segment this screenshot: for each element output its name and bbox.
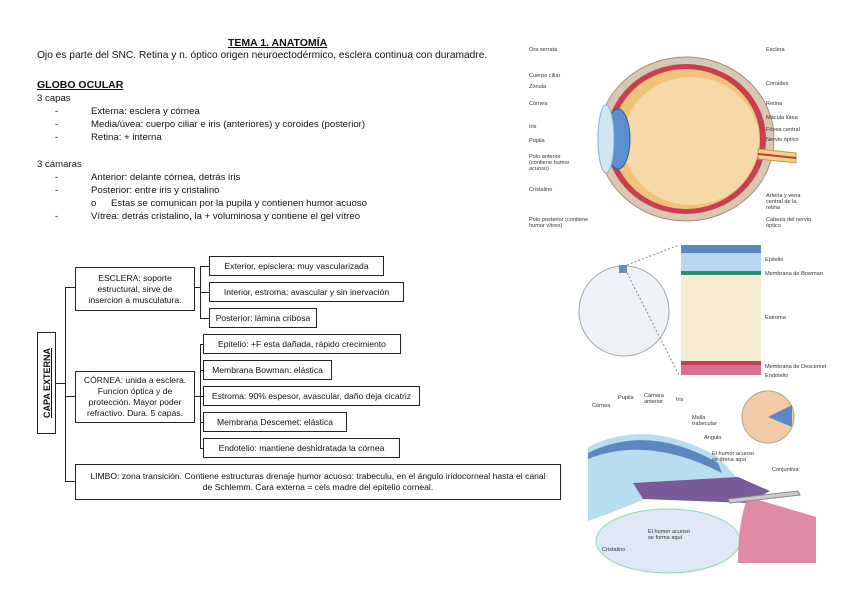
anterior-chamber-illustration	[588, 387, 816, 563]
anterior-chamber-figure: Córnea Pupila Cámara anterior Iris Malla trabecular Ángulo El humor acuoso se drena aquí Conjuntiva El humor acuoso se forma aquí Cristalino	[587, 386, 817, 564]
estroma-esclera-box: Interior, estroma: avascular y sin inervación	[209, 282, 404, 302]
limbo-box: LIMBO: zona transición. Contiene estructuras drenaje humor acuoso: trabeculu, en el ángulo iridocorneal hasta el canal de Schlemm. Cara externa = cels madre del epitelio corneal.	[75, 464, 561, 500]
episclera-box: Exterior, episclera: muy vascularizada	[209, 256, 384, 276]
cornea-layers-figure: Epitelio Membrana de Bowman Estroma Membrana de Descemet Endotelio	[578, 240, 816, 392]
camara-item: - Anterior: delante córnea, detrás iris	[55, 172, 241, 183]
bowman-box: Membrana Bowman: elástica	[203, 360, 332, 380]
capas-title: 3 capas	[37, 93, 71, 104]
globo-heading: GLOBO OCULAR	[37, 79, 124, 91]
capa-item: - Media/úvea: cuerpo ciliar e iris (anteriores) y coroides (posterior)	[55, 119, 366, 130]
descemet-box: Membrana Descemet: elástica	[203, 412, 347, 432]
camara-item: - Vítrea: detrás cristalino, la + voluminosa y contiene el gel vítreo	[55, 211, 361, 222]
camara-item: - Posterior: entre iris y cristalino	[55, 185, 220, 196]
intro-text: Ojo es parte del SNC. Retina y n. óptico origen neuroectodérmico, esclera continua con duramadre.	[37, 50, 488, 61]
endotelio-box: Endotelio: mantiene deshidratada la córnea	[203, 438, 400, 458]
lamina-cribosa-box: Posterior: lámina cribosa	[209, 308, 317, 328]
eye-cross-section-figure: Ora serrata Cuerpo ciliar Zónula Córnea Iris Pupila Polo anterior (contiene humor acuoso) Cristalino Polo posterior (contiene humor vítreo) Esclera Coroides Retina Mácula lútea Fóvea central Nervio óptico Arteria y vena central de la retina Cabeza del nervio óptico	[525, 40, 817, 238]
cornea-box: CÓRNEA: unida a esclera. Funcion óptica y de protección. Mayor poder refractivo. Dura. 5 capas.	[75, 371, 195, 423]
capa-item: - Retina: + interna	[55, 132, 162, 143]
capa-externa-box: CAPA EXTERNA	[37, 332, 56, 434]
estroma-cornea-box: Estroma: 90% espesor, avascular, daño deja cicatriz	[203, 386, 420, 406]
esclera-box: ESCLERA: soporte estructural, sirve de insercion a musculatura.	[75, 267, 195, 311]
camaras-title: 3 cámaras	[37, 159, 82, 170]
epitelio-box: Epitelio: +F esta dañada, rápido crecimiento	[203, 334, 401, 354]
camara-sub-item: o Estas se comunican por la pupila y contienen humor acuoso	[91, 198, 367, 209]
capa-item: - Externa: esclera y córnea	[55, 106, 200, 117]
page-title: TEMA 1. ANATOMÍA	[228, 37, 328, 49]
